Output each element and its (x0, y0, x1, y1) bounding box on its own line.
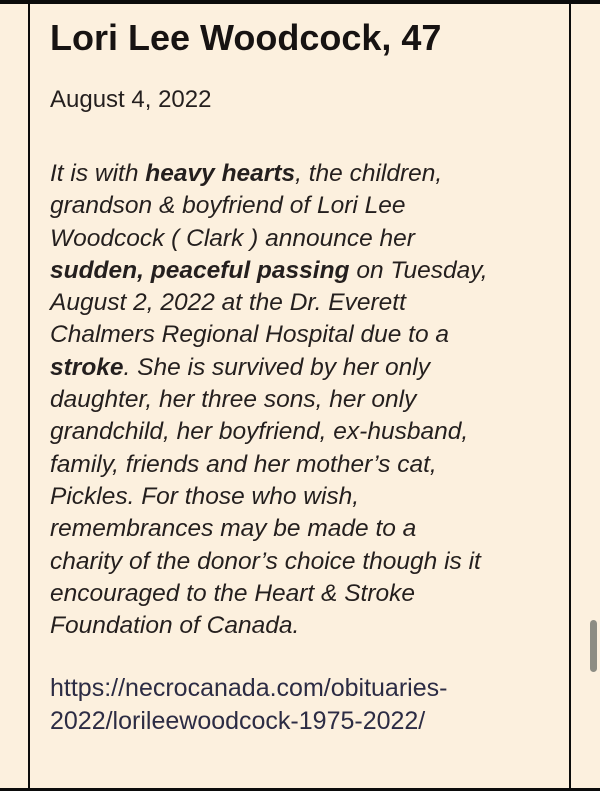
scrollbar-thumb[interactable] (590, 620, 597, 672)
left-frame-line (28, 0, 30, 791)
obituary-text-line: grandchild, her boyfriend, ex-husband, (50, 418, 469, 446)
right-frame-line (569, 0, 571, 791)
obituary-text-line: stroke. She is survived by her only (50, 353, 430, 381)
obituary-content (50, 0, 562, 791)
obituary-url-line[interactable]: https://necrocanada.com/obituaries- (50, 674, 448, 702)
obituary-text-line: Pickles. For those who wish, (50, 482, 360, 510)
obituary-text-line: Woodcock ( Clark ) announce her (50, 224, 415, 252)
obituary-text-line: August 2, 2022 at the Dr. Everett (50, 289, 406, 317)
obituary-url-line[interactable]: 2022/lorileewoodcock-1975-2022/ (50, 706, 426, 735)
obituary-text-line: encouraged to the Heart & Stroke (50, 579, 415, 607)
obituary-text-line: sudden, peaceful passing on Tuesday, (50, 256, 488, 284)
obituary-text-line: grandson & boyfriend of Lori Lee (50, 192, 406, 220)
obituary-text-line: daughter, her three sons, her only (50, 386, 417, 414)
obituary-title: Lori Lee Woodcock, 47 (50, 17, 442, 58)
obituary-text-line: family, friends and her mother’s cat, (50, 450, 437, 478)
obituary-text-line: Chalmers Regional Hospital due to a (50, 321, 450, 349)
obituary-text-line: remembrances may be made to a (50, 515, 417, 543)
obituary-url-link[interactable] (50, 672, 447, 737)
obituary-text-line: It is with heavy hearts, the children, (50, 160, 443, 187)
obituary-date: August 4, 2022 (50, 86, 212, 113)
obituary-text (50, 158, 488, 642)
obituary-text-line: Foundation of Canada. (50, 612, 300, 640)
obituary-text-line: charity of the donor’s choice though is it (50, 547, 481, 575)
